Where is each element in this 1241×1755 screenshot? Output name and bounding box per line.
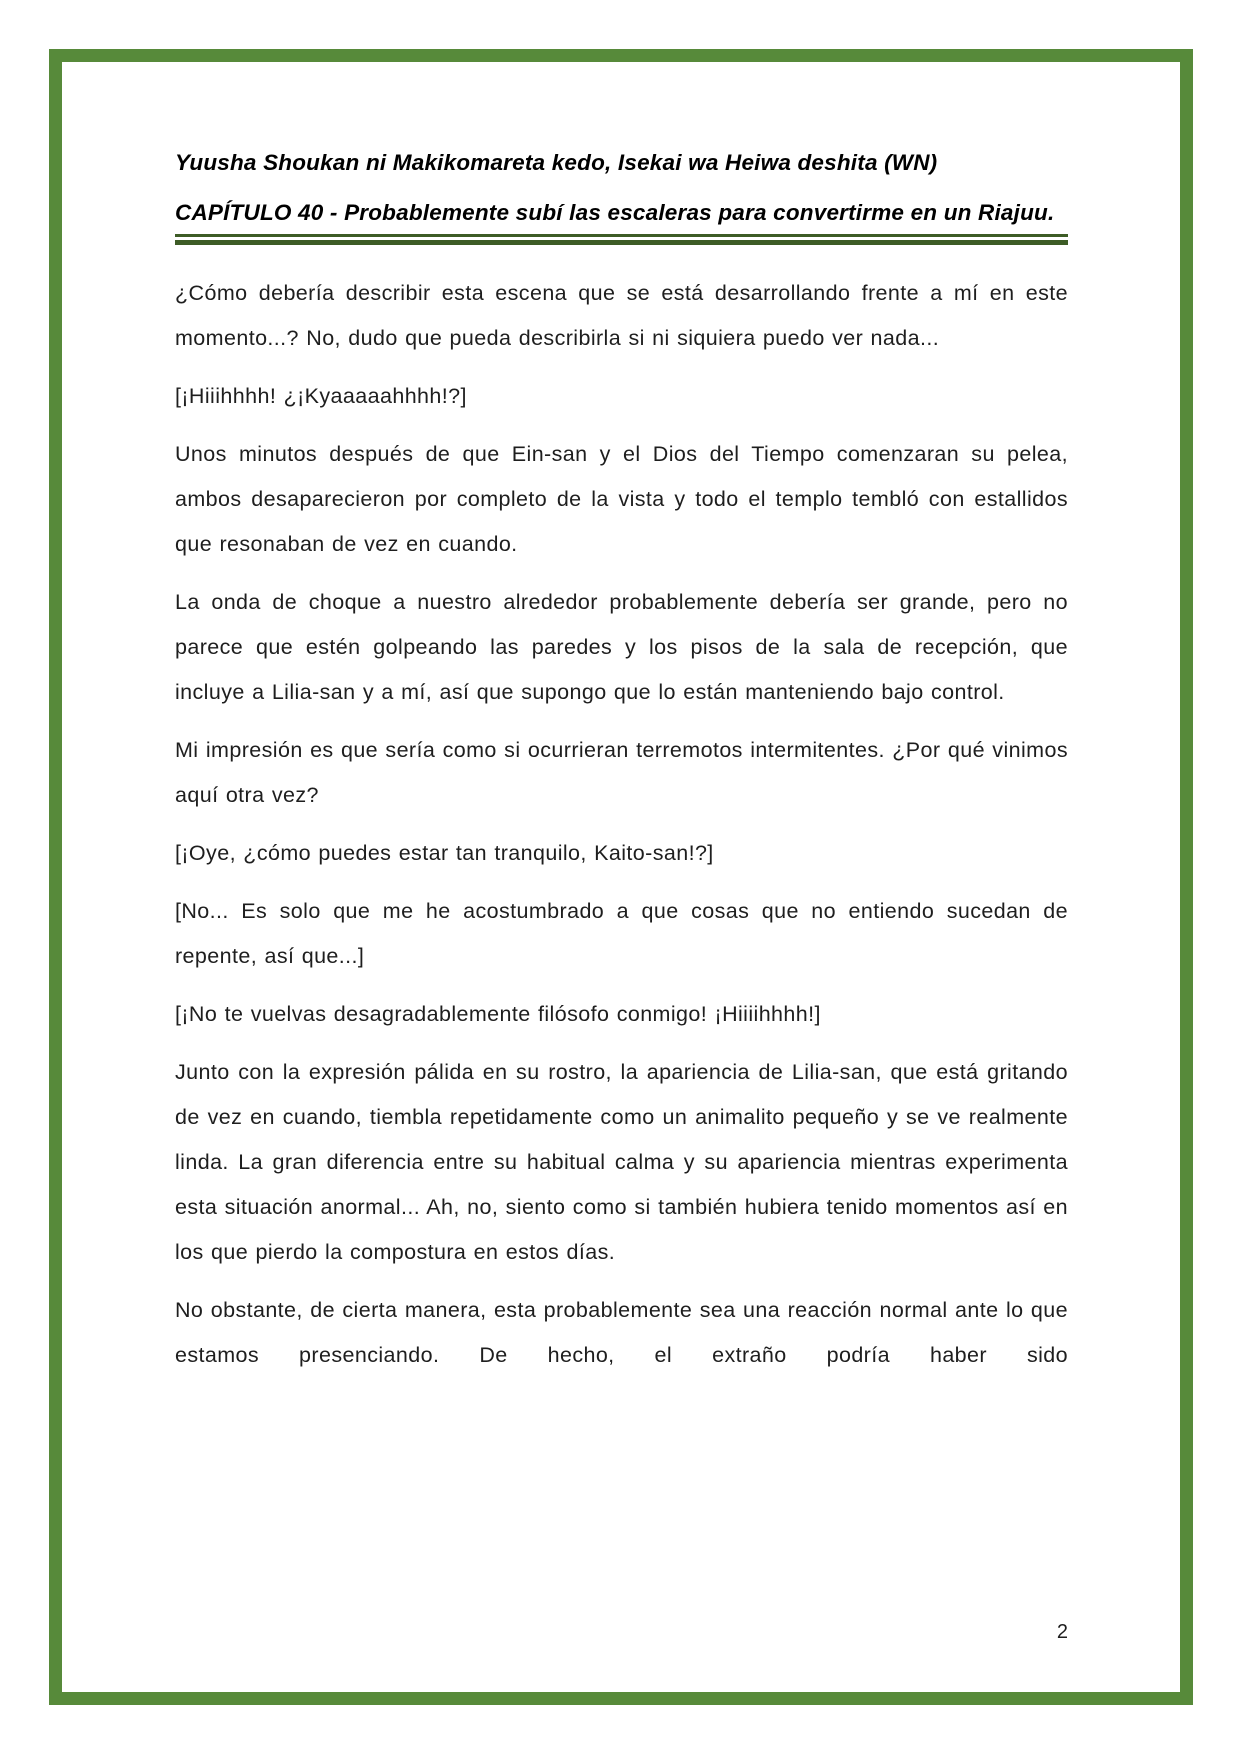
dialogue-line: [No... Es solo que me he acostumbrado a que cosas que no entiendo sucedan de repente, así que...] <box>175 899 1068 968</box>
dialogue-line: [¡Oye, ¿cómo puedes estar tan tranquilo, Kaito-san!?] <box>175 841 714 865</box>
body-paragraph: ¿Cómo debería describir esta escena que se está desarrollando frente a mí en este momento...? No, dudo que pueda describirla si ni siquiera puedo ver nada... <box>175 281 1068 350</box>
body-paragraph: Mi impresión es que sería como si ocurrieran terremotos intermitentes. ¿Por qué vinimos aquí otra vez? <box>175 738 1068 807</box>
body-paragraph: La onda de choque a nuestro alrededor probablemente debería ser grande, pero no parece que estén golpeando las paredes y los pisos de la sala de recepción, que incluye a Lilia-san y a mí, así que supongo que lo están manteniendo bajo control. <box>175 590 1068 704</box>
body-paragraph: Unos minutos después de que Ein-san y el Dios del Tiempo comenzaran su pelea, ambos desaparecieron por completo de la vista y todo el templo tembló con estallidos que resonaban de vez en cuando. <box>175 442 1068 556</box>
chapter-title: CAPÍTULO 40 - Probablemente subí las escaleras para convertirme en un Riajuu. <box>175 200 1055 225</box>
series-title: Yuusha Shoukan ni Makikomareta kedo, Isekai wa Heiwa deshita (WN) <box>175 150 938 175</box>
heading-divider <box>175 234 1068 245</box>
page-number: 2 <box>1056 1621 1068 1643</box>
dialogue-line: [¡Hiiihhhh! ¿¡Kyaaaaahhhh!?] <box>175 384 467 408</box>
page-content <box>175 147 1068 1391</box>
body-paragraph: No obstante, de cierta manera, esta probablemente sea una reacción normal ante lo que estamos presenciando. De hecho, el extraño podría haber sido <box>175 1298 1068 1367</box>
body-paragraph: Junto con la expresión pálida en su rostro, la apariencia de Lilia-san, que está gritando de vez en cuando, tiembla repetidamente como un animalito pequeño y se ve realmente linda. La gran diferencia entre su habitual calma y su apariencia mientras experimenta esta situación anormal... Ah, no, siento como si también hubiera tenido momentos así en los que pierdo la compostura en estos días. <box>175 1060 1068 1264</box>
dialogue-line: [¡No te vuelvas desagradablemente filósofo conmigo! ¡Hiiiihhhh!] <box>175 1002 821 1026</box>
chapter-body <box>175 271 1068 1378</box>
